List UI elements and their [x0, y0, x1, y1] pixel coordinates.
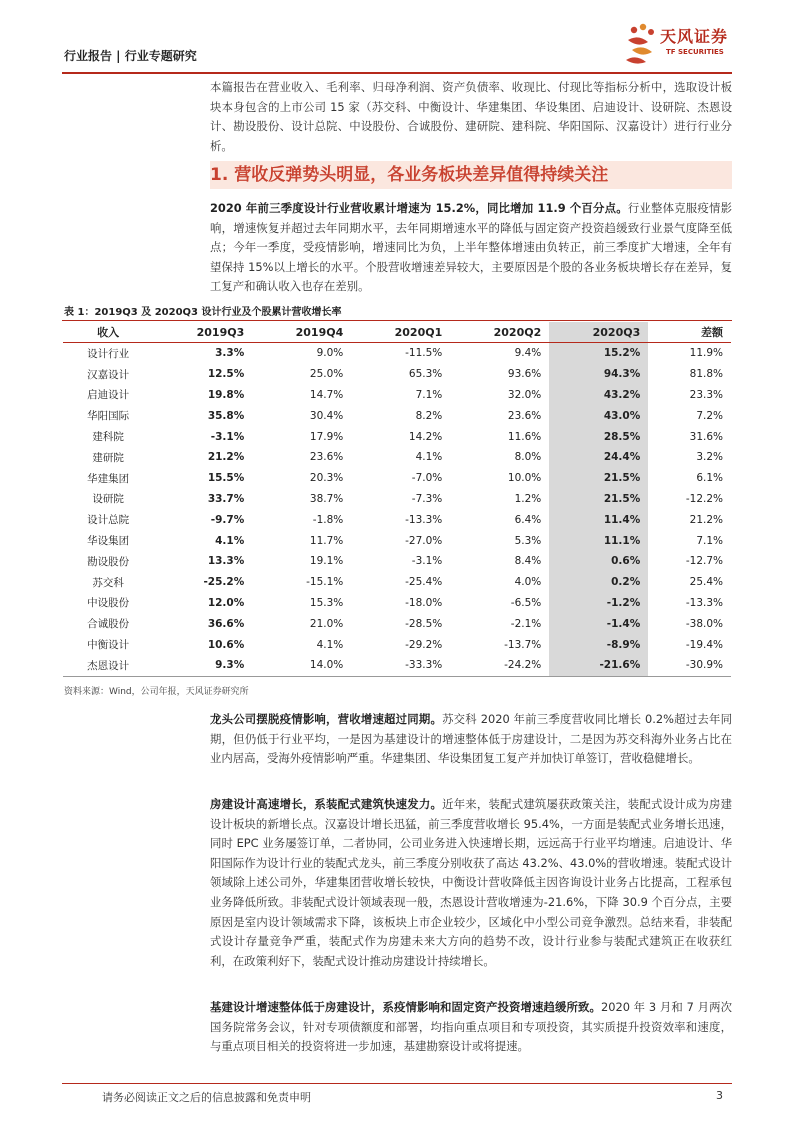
- table-row: [63, 634, 731, 655]
- growth-value-cell: 5.3%: [514, 534, 542, 547]
- table-row: [63, 447, 731, 468]
- growth-value-cell: -8.9%: [549, 634, 648, 655]
- header-breadcrumb: 行业报告 | 行业专题研究: [64, 49, 197, 63]
- company-name-cell: 杰恩设计: [63, 655, 153, 676]
- growth-value-cell: 11.4%: [549, 509, 648, 530]
- section-title: [210, 161, 732, 189]
- growth-value-cell: 0.2%: [549, 572, 648, 593]
- growth-value-cell: 17.9%: [309, 430, 344, 443]
- header-divider: [62, 72, 732, 74]
- paragraph-lead: 龙头公司摆脱疫情影响，营收增速超过同期。: [210, 712, 443, 726]
- column-header: 2020Q1: [351, 322, 450, 343]
- growth-value-cell: -1.8%: [312, 513, 344, 526]
- growth-value-cell: 4.1%: [215, 534, 245, 547]
- growth-value-cell: -29.2%: [405, 638, 443, 651]
- company-name-cell: 汉嘉设计: [87, 368, 130, 381]
- page-number: 3: [716, 1089, 723, 1102]
- growth-value-cell: 8.0%: [514, 451, 542, 464]
- company-name-cell: 合诚股份: [87, 618, 130, 631]
- growth-value-cell: 10.0%: [507, 472, 542, 485]
- growth-value-cell: 12.5%: [207, 368, 245, 381]
- company-name-cell: 华阳国际: [87, 410, 130, 423]
- growth-value-cell: -30.9%: [648, 655, 731, 676]
- paragraph-body: 2020 年 3 月和 7 月两次国务院常务会议，针对专项债额度和部署，均指向重点项目和专项投资，其实质提升投资效率和速度，与重点项目相关的投资将进一步加速，基建勘察设计或将提速。: [210, 1000, 732, 1054]
- growth-value-cell: 8.2%: [415, 409, 443, 422]
- growth-value-cell: 4.0%: [514, 576, 542, 589]
- column-header: 2020Q2: [450, 322, 549, 343]
- column-header: 2019Q4: [252, 322, 351, 343]
- growth-value-cell: -1.4%: [549, 613, 648, 634]
- growth-value-cell: -38.0%: [685, 617, 723, 630]
- table-row: [63, 613, 731, 634]
- growth-value-cell: 9.4%: [514, 347, 542, 360]
- growth-value-cell: -27.0%: [405, 534, 443, 547]
- growth-value-cell: -25.4%: [405, 576, 443, 589]
- growth-value-cell: 23.6%: [309, 451, 344, 464]
- paragraph-body: 近年来，装配式建筑屡获政策关注，装配式设计成为房建设计板块的新增长点。汉嘉设计增长迅猛，前三季度营收增长 95.4%，一方面是装配式业务增长迅速，同时 EPC 业务屡签订单，二者协同，公司业务进入快速增长期，远远高于行业平均增速。启迪设计、华阳国际作为设计行业的装配式龙头，前三季度分别收获了高达 43.2%、43.0%的营收增速。装配式设计领域除上述公司外，华建集团营收增长较快，中衡设计营收降低主因咨询设计业务占比提高，工程承包业务降低所致。非装配式设计领域表现一般，杰恩设计营收增速为-21.6%，下降 30.9 个百分点，主要原因是室内设计领域需求下降，该板块上市企业较少，区域化中小型公司竞争激烈。总结来看，非装配式设计存量竞争严重，装配式作为房建未来大方向的趋势不改，设计行业参与装配式建筑正在收获红利，在政策利好下，装配式设计推动房建设计持续增长。: [210, 797, 732, 968]
- growth-value-cell: 7.2%: [696, 409, 723, 422]
- paragraph-revenue-growth: [210, 199, 732, 297]
- company-name-cell: 设研院: [92, 493, 124, 506]
- growth-value-cell: 21.5%: [549, 489, 648, 510]
- growth-value-cell: 21.2%: [689, 513, 723, 526]
- growth-value-cell: 25.0%: [309, 368, 344, 381]
- growth-value-cell: 32.0%: [507, 388, 542, 401]
- table-row: [63, 509, 731, 530]
- column-header: 2020Q3: [549, 322, 648, 343]
- growth-value-cell: 4.1%: [415, 451, 443, 464]
- growth-value-cell: 0.6%: [549, 551, 648, 572]
- growth-value-cell: 9.3%: [153, 655, 252, 676]
- growth-value-cell: -25.2%: [203, 576, 245, 589]
- growth-value-cell: 21.2%: [207, 451, 245, 464]
- table-row: [63, 593, 731, 614]
- growth-value-cell: 11.1%: [549, 530, 648, 551]
- growth-value-cell: 20.3%: [309, 472, 344, 485]
- company-name-cell: 启迪设计: [87, 389, 130, 402]
- intro-paragraph: 本篇报告在营业收入、毛利率、归母净利润、资产负债率、收现比、付现比等指标分析中，选取设计板块本身包含的上市公司 15 家（苏交科、中衡设计、华建集团、华设集团、启迪设计、设研院、杰恩设计、勘设股份、设计总院、中设股份、合诚股份、建研院、建科院、华阳国际、汉嘉设计）进行行业分析。: [210, 80, 732, 153]
- paragraph-leaders: [210, 710, 732, 769]
- growth-value-cell: -3.1%: [210, 430, 245, 443]
- table-row: [63, 426, 731, 447]
- growth-value-cell: 14.0%: [252, 655, 351, 676]
- table-caption: 表 1：2019Q3 及 2020Q3 设计行业及个股累计营收增长率: [64, 307, 342, 318]
- table-row: [63, 385, 731, 406]
- table-row: [63, 655, 731, 676]
- growth-value-cell: -2.1%: [510, 617, 542, 630]
- growth-value-cell: 13.3%: [207, 555, 245, 568]
- growth-value-cell: 81.8%: [689, 368, 723, 381]
- growth-value-cell: -12.7%: [685, 555, 723, 568]
- growth-value-cell: 43.2%: [549, 385, 648, 406]
- company-name-cell: 苏交科: [92, 576, 124, 589]
- section-title-text: 1. 营收反弹势头明显，各业务板块差异值得持续关注: [210, 165, 609, 185]
- table-row: [63, 572, 731, 593]
- growth-value-cell: -9.7%: [210, 513, 245, 526]
- growth-value-cell: -7.0%: [411, 472, 443, 485]
- growth-value-cell: -12.2%: [685, 492, 723, 505]
- growth-value-cell: -13.3%: [405, 513, 443, 526]
- growth-value-cell: 6.1%: [696, 472, 723, 485]
- growth-value-cell: 11.6%: [507, 430, 542, 443]
- growth-value-cell: 19.1%: [309, 555, 344, 568]
- growth-value-cell: 1.2%: [514, 492, 542, 505]
- growth-value-cell: -15.1%: [306, 576, 344, 589]
- growth-value-cell: -3.1%: [411, 555, 443, 568]
- table-row: [63, 468, 731, 489]
- company-name-cell: 建科院: [92, 431, 124, 444]
- growth-value-cell: 7.1%: [696, 534, 723, 547]
- growth-value-cell: -6.5%: [510, 596, 542, 609]
- growth-value-cell: 19.8%: [207, 388, 245, 401]
- paragraph-lead: 2020 年前三季度设计行业营收累计增速为 15.2%，同比增加 11.9 个百分点。: [210, 201, 628, 215]
- column-header: 收入: [63, 322, 153, 343]
- growth-value-cell: 14.7%: [309, 388, 344, 401]
- company-name-cell: 勘设股份: [87, 555, 130, 568]
- growth-value-cell: -11.5%: [405, 347, 443, 360]
- growth-value-cell: 11.9%: [689, 347, 723, 360]
- revenue-growth-table: [63, 322, 731, 677]
- growth-value-cell: 21.0%: [309, 617, 344, 630]
- growth-value-cell: 3.3%: [215, 347, 245, 360]
- company-name-cell: 中衡设计: [87, 639, 130, 652]
- paragraph-infrastructure: [210, 998, 732, 1057]
- growth-value-cell: 93.6%: [507, 368, 542, 381]
- growth-value-cell: -1.2%: [549, 593, 648, 614]
- growth-value-cell: 94.3%: [549, 364, 648, 385]
- table-row: [63, 364, 731, 385]
- growth-value-cell: -19.4%: [685, 638, 723, 651]
- growth-value-cell: 11.7%: [309, 534, 344, 547]
- growth-value-cell: -18.0%: [405, 596, 443, 609]
- company-name-cell: 华建集团: [87, 472, 130, 485]
- growth-value-cell: 33.7%: [207, 492, 245, 505]
- growth-value-cell: 31.6%: [689, 430, 723, 443]
- table-row: [63, 551, 731, 572]
- growth-value-cell: -13.7%: [504, 638, 542, 651]
- table-row: [63, 530, 731, 551]
- growth-value-cell: 38.7%: [309, 492, 344, 505]
- paragraph-body: 行业整体克服疫情影响，增速恢复并超过去年同期水平，去年同期增速水平的降低与固定资产投资趋缓致行业景气度降至低点；今年一季度，受疫情影响，增速同比为负，上半年整体增速由负转正，前三季度扩大增速，全年有望保持 15%以上增长的水平。个股营收增速差异较大，主要原因是个股的各业务板块增长存在差异，复工复产和确认收入也存在差别。: [210, 201, 732, 294]
- growth-value-cell: 28.5%: [549, 426, 648, 447]
- growth-value-cell: 8.4%: [514, 555, 542, 568]
- growth-value-cell: -24.2%: [450, 655, 549, 676]
- company-name-cell: 设计总院: [87, 514, 130, 527]
- growth-value-cell: 6.4%: [514, 513, 542, 526]
- logo-en-text: TF SECURITIES: [666, 48, 724, 56]
- growth-value-cell: -7.3%: [411, 492, 443, 505]
- growth-value-cell: 10.6%: [207, 638, 245, 651]
- growth-value-cell: 14.2%: [408, 430, 443, 443]
- growth-value-cell: -21.6%: [549, 655, 648, 676]
- company-name-cell: 华设集团: [87, 535, 130, 548]
- table-row: [63, 343, 731, 364]
- growth-value-cell: 15.5%: [207, 472, 245, 485]
- growth-value-cell: 65.3%: [408, 368, 443, 381]
- growth-value-cell: 30.4%: [309, 409, 344, 422]
- table-row: [63, 489, 731, 510]
- paragraph-lead: 房建设计高速增长，系装配式建筑快速发力。: [210, 797, 443, 811]
- growth-value-cell: 7.1%: [415, 388, 443, 401]
- table-top-rule: [62, 320, 732, 321]
- paragraph-body: 苏交科 2020 年前三季度营收同比增长 0.2%超过去年同期，但仍低于行业平均，一是因为基建设计的增速整体低于房建设计，二是因为苏交科海外业务占比在业内居高，受海外疫情影响严重。华建集团、华设集团复工复产并加快订单签订，营收稳健增长。: [210, 712, 732, 766]
- footer-divider: [62, 1083, 732, 1084]
- company-name-cell: 中设股份: [87, 597, 130, 610]
- logo-cn-text: 天风证券: [660, 27, 729, 46]
- growth-value-cell: -28.5%: [405, 617, 443, 630]
- growth-value-cell: 36.6%: [207, 617, 245, 630]
- growth-value-cell: 25.4%: [689, 576, 723, 589]
- company-name-cell: 建研院: [92, 451, 124, 464]
- growth-value-cell: 3.2%: [696, 451, 723, 464]
- footer-disclaimer: 请务必阅读正文之后的信息披露和免责申明: [102, 1091, 311, 1104]
- paragraph-housing-design: [210, 795, 732, 971]
- growth-value-cell: -33.3%: [351, 655, 450, 676]
- growth-value-cell: 43.0%: [549, 405, 648, 426]
- growth-value-cell: 21.5%: [549, 468, 648, 489]
- growth-value-cell: 24.4%: [549, 447, 648, 468]
- company-name-cell: 设计行业: [87, 347, 130, 360]
- growth-value-cell: 12.0%: [207, 596, 245, 609]
- table-row: [63, 405, 731, 426]
- growth-value-cell: 15.3%: [309, 596, 344, 609]
- growth-value-cell: 23.3%: [689, 388, 723, 401]
- column-header: 2019Q3: [153, 322, 252, 343]
- table-source: 资料来源：Wind，公司年报，天风证券研究所: [64, 687, 249, 697]
- column-header: 差额: [648, 322, 731, 343]
- growth-value-cell: 9.0%: [316, 347, 344, 360]
- growth-value-cell: 15.2%: [549, 343, 648, 364]
- growth-value-cell: 35.8%: [207, 409, 245, 422]
- growth-value-cell: 4.1%: [316, 638, 344, 651]
- table-header-row: [63, 322, 731, 343]
- paragraph-lead: 基建设计增速整体低于房建设计，系疫情影响和固定资产投资增速趋缓所致。: [210, 1000, 601, 1014]
- growth-value-cell: -13.3%: [685, 596, 723, 609]
- growth-value-cell: 23.6%: [507, 409, 542, 422]
